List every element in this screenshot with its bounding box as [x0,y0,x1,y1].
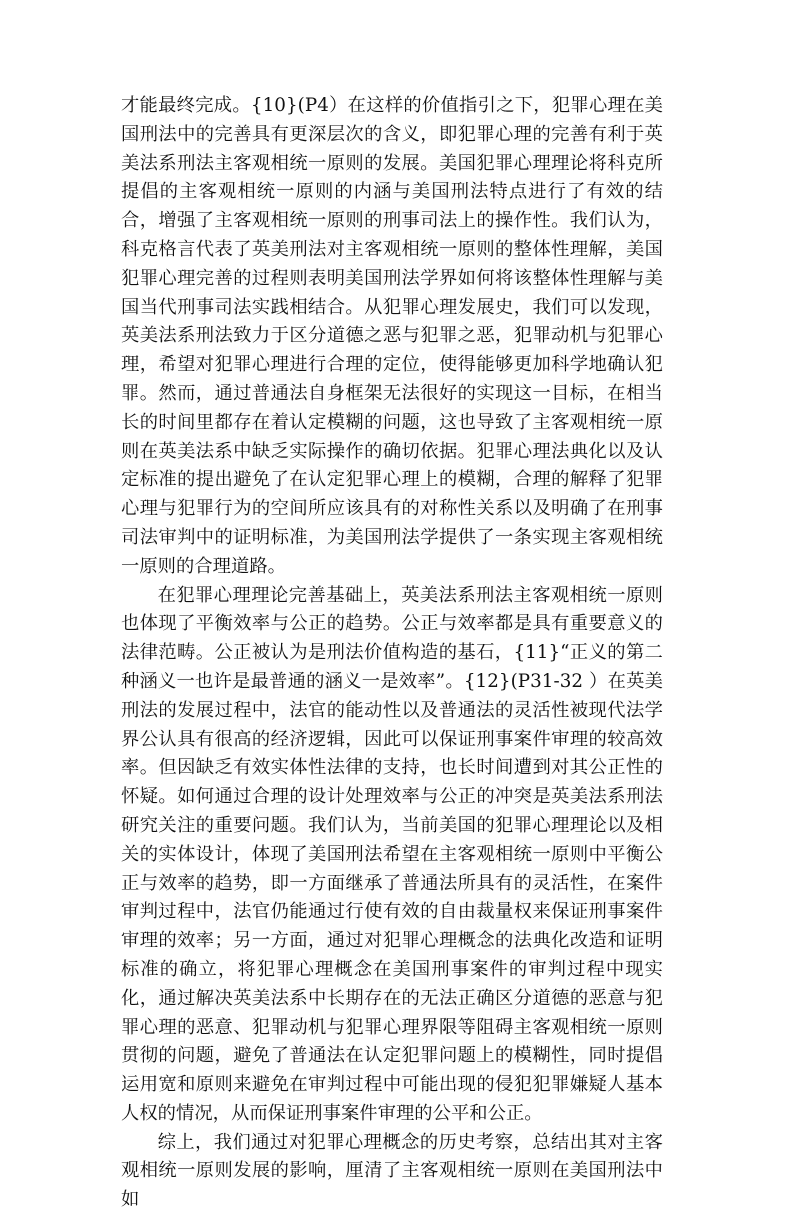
document-body [121,92,663,1215]
paragraph-3: 综上，我们通过对犯罪心理概念的历史考察，总结出其对主客观相统一原则发展的影响，厘清了主客观相统一原则在美国刑法中如 [121,1131,663,1211]
paragraph-2: 在犯罪心理理论完善基础上，英美法系刑法主客观相统一原则也体现了平衡效率与公正的趋势。公正与效率都是具有重要意义的法律范畴。公正被认为是刑法价值构造的基石，{11}“正义的第二种涵义一也许是最普通的涵义一是效率”。{12}(P31-32 ）在英美刑法的发展过程中，法官的能动性以及普通法的灵活性被现代法学界公认具有很高的经济逻辑，因此可以保证刑事案件审理的较高效率。但因缺乏有效实体性法律的支持，也长时间遭到对其公正性的怀疑。如何通过合理的设计处理效率与公正的冲突是英美法系刑法研究关注的重要问题。我们认为，当前美国的犯罪心理理论以及相关的实体设计，体现了美国刑法希望在主客观相统一原则中平衡公正与效率的趋势，即一方面继承了普通法所具有的灵活性，在案件审判过程中，法官仍能通过行使有效的自由裁量权来保证刑事案件审理的效率；另一方面，通过对犯罪心理概念的法典化改造和证明标准的确立，将犯罪心理概念在美国刑事案件的审判过程中现实化，通过解决英美法系中长期存在的无法正确区分道德的恶意与犯罪心理的恶意、犯罪动机与犯罪心理界限等阻碍主客观相统一原则贯彻的问题，避免了普通法在认定犯罪问题上的模糊性，同时提倡运用宽和原则来避免在审判过程中可能出现的侵犯犯罪嫌疑人基本人权的情况，从而保证刑事案件审理的公平和公正。 [121,584,663,1124]
paragraph-1: 才能最终完成。{10}(P4）在这样的价值指引之下，犯罪心理在美国刑法中的完善具有更深层次的含义，即犯罪心理的完善有利于英美法系刑法主客观相统一原则的发展。美国犯罪心理理论将科克所提倡的主客观相统一原则的内涵与美国刑法特点进行了有效的结合，增强了主客观相统一原则的刑事司法上的操作性。我们认为，科克格言代表了英美刑法对主客观相统一原则的整体性理解，美国犯罪心理完善的过程则表明美国刑法学界如何将该整体性理解与美国当代刑事司法实践相结合。从犯罪心理发展史，我们可以发现，英美法系刑法致力于区分道德之恶与犯罪之恶，犯罪动机与犯罪心理，希望对犯罪心理进行合理的定位，使得能够更加科学地确认犯罪。然而，通过普通法自身框架无法很好的实现这一目标，在相当长的时间里都存在着认定模糊的问题，这也导致了主客观相统一原则在英美法系中缺乏实际操作的确切依据。犯罪心理法典化以及认定标准的提出避免了在认定犯罪心理上的模糊，合理的解释了犯罪心理与犯罪行为的空间所应该具有的对称性关系以及明确了在刑事司法审判中的证明标准，为美国刑法学提供了一条实现主客观相统一原则的合理道路。 [121,95,663,577]
